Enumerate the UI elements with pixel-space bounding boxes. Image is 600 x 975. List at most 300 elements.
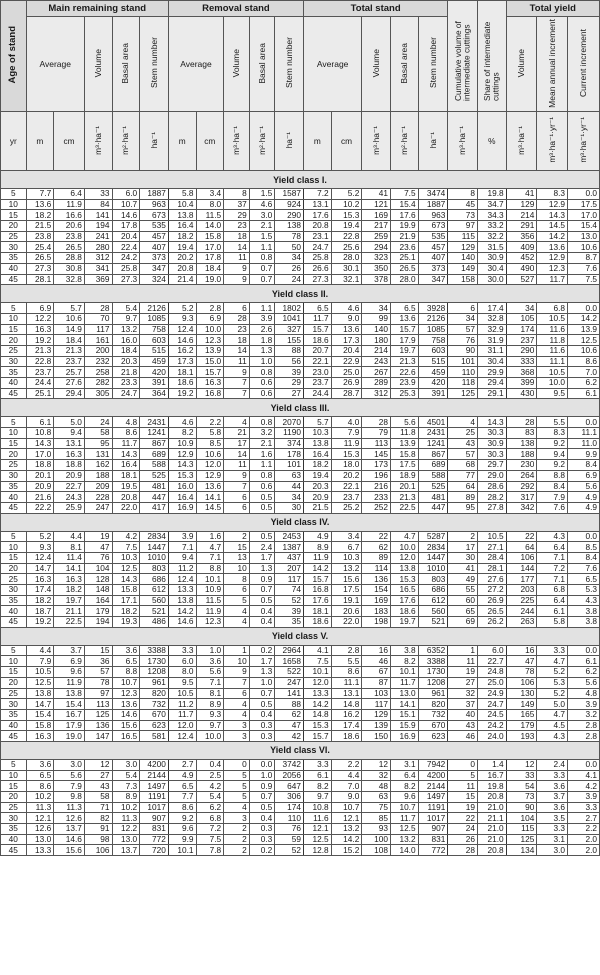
value-cell: 9.6 bbox=[390, 792, 418, 803]
value-cell: 97 bbox=[84, 688, 112, 699]
value-cell: 36 bbox=[84, 656, 112, 667]
value-cell: 5.3 bbox=[537, 677, 568, 688]
value-cell: 7.9 bbox=[26, 656, 54, 667]
value-cell: 18.9 bbox=[390, 470, 418, 481]
value-cell: 6.1 bbox=[568, 656, 600, 667]
value-cell: 69 bbox=[448, 617, 478, 628]
value-cell: 22.0 bbox=[112, 502, 140, 513]
value-cell: 22.9 bbox=[331, 356, 362, 367]
value-cell: 161 bbox=[84, 335, 112, 346]
value-cell: 4 bbox=[224, 417, 250, 428]
value-cell: 6.4 bbox=[390, 770, 418, 781]
value-cell: 19.0 bbox=[196, 274, 224, 285]
value-cell: 30 bbox=[275, 502, 304, 513]
value-cell: 1017 bbox=[140, 802, 169, 813]
value-cell: 1 bbox=[224, 645, 250, 656]
value-cell: 2431 bbox=[140, 417, 169, 428]
value-cell: 0.2 bbox=[249, 645, 275, 656]
value-cell: 264 bbox=[506, 470, 537, 481]
table-row bbox=[1, 531, 600, 542]
table-row bbox=[1, 542, 600, 553]
value-cell: 10.6 bbox=[54, 313, 85, 324]
value-cell: 15.7 bbox=[304, 731, 332, 742]
value-cell: 18.1 bbox=[112, 470, 140, 481]
value-cell: 17 bbox=[448, 542, 478, 553]
current-increment-header: Current increment bbox=[568, 17, 600, 112]
value-cell: 27.8 bbox=[477, 502, 506, 513]
value-cell: 7.5 bbox=[568, 274, 600, 285]
value-cell: 90 bbox=[506, 802, 537, 813]
value-cell: 527 bbox=[506, 274, 537, 285]
value-cell: 6.0 bbox=[477, 645, 506, 656]
table-row bbox=[1, 781, 600, 792]
unit-cell: m³·ha⁻¹ bbox=[224, 112, 250, 171]
value-cell: 8.1 bbox=[196, 688, 224, 699]
value-cell: 3.5 bbox=[537, 813, 568, 824]
value-cell: 0.0 bbox=[249, 759, 275, 770]
value-cell: 5.8 bbox=[168, 189, 196, 200]
value-cell: 420 bbox=[418, 378, 448, 389]
value-cell: 8.9 bbox=[196, 699, 224, 710]
value-cell: 188 bbox=[84, 470, 112, 481]
value-cell: 1387 bbox=[275, 542, 304, 553]
value-cell: 4.7 bbox=[537, 709, 568, 720]
value-cell: 18.1 bbox=[304, 606, 332, 617]
value-cell: 28 bbox=[84, 303, 112, 314]
value-cell: 12.5 bbox=[304, 834, 332, 845]
value-cell: 17.3 bbox=[168, 356, 196, 367]
value-cell: 16.5 bbox=[112, 731, 140, 742]
value-cell: 16 bbox=[362, 645, 391, 656]
table-row bbox=[1, 438, 600, 449]
value-cell: 12.0 bbox=[168, 720, 196, 731]
value-cell: 9.2 bbox=[537, 438, 568, 449]
yield-volume-header: Volume bbox=[506, 17, 537, 112]
value-cell: 317 bbox=[506, 492, 537, 503]
value-cell: 14.3 bbox=[537, 210, 568, 221]
value-cell: 305 bbox=[84, 388, 112, 399]
value-cell: 0.6 bbox=[249, 388, 275, 399]
value-cell: 117 bbox=[84, 324, 112, 335]
value-cell: 12.5 bbox=[390, 824, 418, 835]
value-cell: 4 bbox=[224, 802, 250, 813]
value-cell: 14.6 bbox=[54, 834, 85, 845]
table-header bbox=[1, 1, 600, 171]
value-cell: 37 bbox=[224, 199, 250, 210]
value-cell: 56 bbox=[275, 356, 304, 367]
value-cell: 3.0 bbox=[112, 759, 140, 770]
value-cell: 525 bbox=[140, 470, 169, 481]
value-cell: 7.7 bbox=[26, 189, 54, 200]
value-cell: 49 bbox=[448, 574, 478, 585]
value-cell: 22 bbox=[448, 813, 478, 824]
value-cell: 26.6 bbox=[304, 263, 332, 274]
value-cell: 3.9 bbox=[568, 792, 600, 803]
value-cell: 21.9 bbox=[390, 231, 418, 242]
value-cell: 28.6 bbox=[477, 481, 506, 492]
value-cell: 0.6 bbox=[249, 481, 275, 492]
value-cell: 6 bbox=[224, 688, 250, 699]
value-cell: 623 bbox=[140, 720, 169, 731]
value-cell: 1.0 bbox=[249, 770, 275, 781]
value-cell: 5.2 bbox=[537, 667, 568, 678]
value-cell: 13.3 bbox=[168, 585, 196, 596]
value-cell: 5.6 bbox=[390, 417, 418, 428]
value-cell: 14.3 bbox=[168, 460, 196, 471]
value-cell: 26.2 bbox=[477, 617, 506, 628]
value-cell: 7.5 bbox=[390, 189, 418, 200]
value-cell: 323 bbox=[362, 253, 391, 264]
value-cell: 23 bbox=[224, 221, 250, 232]
value-cell: 128 bbox=[84, 574, 112, 585]
value-cell: 46 bbox=[362, 656, 391, 667]
value-cell: 324 bbox=[140, 274, 169, 285]
value-cell: 106 bbox=[506, 552, 537, 563]
value-cell: 7.5 bbox=[112, 542, 140, 553]
value-cell: 0.5 bbox=[249, 531, 275, 542]
share-intermediate-header: Share of intermediate cuttings bbox=[477, 1, 506, 112]
value-cell: 515 bbox=[418, 356, 448, 367]
table-row bbox=[1, 449, 600, 460]
value-cell: 7.9 bbox=[331, 428, 362, 439]
value-cell: 963 bbox=[140, 199, 169, 210]
value-cell: 1010 bbox=[418, 563, 448, 574]
value-cell: 20.2 bbox=[331, 470, 362, 481]
value-cell: 3 bbox=[224, 813, 250, 824]
value-cell: 24 bbox=[448, 824, 478, 835]
value-cell: 28.7 bbox=[331, 388, 362, 399]
age-cell: 15 bbox=[1, 210, 27, 221]
value-cell: 1208 bbox=[140, 667, 169, 678]
value-cell: 136 bbox=[362, 574, 391, 585]
value-cell: 3.7 bbox=[537, 792, 568, 803]
value-cell: 24.3 bbox=[54, 492, 85, 503]
value-cell: 9.7 bbox=[196, 720, 224, 731]
value-cell: 8.4 bbox=[568, 460, 600, 471]
value-cell: 1191 bbox=[140, 792, 169, 803]
value-cell: 10.5 bbox=[26, 667, 54, 678]
value-cell: 23.3 bbox=[112, 378, 140, 389]
value-cell: 280 bbox=[84, 242, 112, 253]
value-cell: 3.3 bbox=[304, 759, 332, 770]
value-cell: 15.8 bbox=[26, 720, 54, 731]
age-cell: 25 bbox=[1, 231, 27, 242]
value-cell: 32 bbox=[362, 770, 391, 781]
value-cell: 225 bbox=[506, 595, 537, 606]
value-cell: 29.9 bbox=[477, 367, 506, 378]
value-cell: 228 bbox=[84, 492, 112, 503]
value-cell: 13.0 bbox=[26, 834, 54, 845]
value-cell: 5.7 bbox=[54, 303, 85, 314]
value-cell: 2.8 bbox=[568, 731, 600, 742]
value-cell: 24.7 bbox=[112, 388, 140, 399]
value-cell: 9.5 bbox=[168, 677, 196, 688]
value-cell: 21.4 bbox=[168, 274, 196, 285]
value-cell: 10.7 bbox=[331, 802, 362, 813]
value-cell: 373 bbox=[418, 263, 448, 274]
value-cell: 12.3 bbox=[196, 617, 224, 628]
value-cell: 6 bbox=[224, 502, 250, 513]
value-cell: 481 bbox=[418, 492, 448, 503]
value-cell: 3.3 bbox=[568, 802, 600, 813]
value-cell: 521 bbox=[140, 606, 169, 617]
value-cell: 58 bbox=[84, 792, 112, 803]
value-cell: 15.7 bbox=[304, 324, 332, 335]
value-cell: 14.2 bbox=[304, 699, 332, 710]
value-cell: 10 bbox=[224, 656, 250, 667]
age-cell: 30 bbox=[1, 585, 27, 596]
value-cell: 1.3 bbox=[249, 345, 275, 356]
value-cell: 420 bbox=[140, 367, 169, 378]
value-cell: 18.0 bbox=[331, 460, 362, 471]
value-cell: 25.1 bbox=[26, 388, 54, 399]
value-cell: 291 bbox=[506, 221, 537, 232]
value-cell: 14.8 bbox=[304, 709, 332, 720]
age-cell: 5 bbox=[1, 531, 27, 542]
value-cell: 409 bbox=[506, 242, 537, 253]
table-row bbox=[1, 802, 600, 813]
value-cell: 9.4 bbox=[537, 449, 568, 460]
value-cell: 1208 bbox=[418, 677, 448, 688]
value-cell: 24.9 bbox=[477, 688, 506, 699]
value-cell: 8.2 bbox=[390, 781, 418, 792]
value-cell: 3.8 bbox=[390, 645, 418, 656]
value-cell: 24 bbox=[275, 274, 304, 285]
value-cell: 16.9 bbox=[168, 502, 196, 513]
value-cell: 52 bbox=[275, 595, 304, 606]
age-cell: 40 bbox=[1, 720, 27, 731]
value-cell: 21.0 bbox=[477, 802, 506, 813]
value-cell: 27.6 bbox=[54, 378, 85, 389]
value-cell: 30.9 bbox=[477, 253, 506, 264]
value-cell: 25.4 bbox=[26, 242, 54, 253]
value-cell: 7 bbox=[224, 481, 250, 492]
value-cell: 4 bbox=[448, 417, 478, 428]
value-cell: 17.6 bbox=[390, 210, 418, 221]
value-cell: 83 bbox=[506, 428, 537, 439]
value-cell: 16.4 bbox=[168, 221, 196, 232]
yield-class-header-row bbox=[1, 741, 600, 759]
value-cell: 10.1 bbox=[196, 574, 224, 585]
value-cell: 35 bbox=[275, 617, 304, 628]
value-cell: 3742 bbox=[275, 759, 304, 770]
value-cell: 4.4 bbox=[26, 645, 54, 656]
value-cell: 1.6 bbox=[196, 531, 224, 542]
value-cell: 5.8 bbox=[537, 617, 568, 628]
age-cell: 35 bbox=[1, 367, 27, 378]
yield-class-header-row bbox=[1, 285, 600, 303]
value-cell: 16.8 bbox=[304, 585, 332, 596]
value-cell: 7 bbox=[224, 677, 250, 688]
removal-stand-header: Removal stand bbox=[168, 1, 303, 17]
value-cell: 263 bbox=[506, 617, 537, 628]
value-cell: 21.5 bbox=[26, 221, 54, 232]
value-cell: 7.5 bbox=[196, 834, 224, 845]
value-cell: 8.9 bbox=[112, 792, 140, 803]
value-cell: 20.2 bbox=[168, 253, 196, 264]
age-cell: 25 bbox=[1, 460, 27, 471]
table-row bbox=[1, 824, 600, 835]
value-cell: 1241 bbox=[418, 438, 448, 449]
value-cell: 831 bbox=[140, 824, 169, 835]
value-cell: 13.3 bbox=[304, 688, 332, 699]
value-cell: 2.2 bbox=[331, 759, 362, 770]
value-cell: 18.2 bbox=[112, 606, 140, 617]
value-cell: 23.7 bbox=[26, 367, 54, 378]
value-cell: 0.0 bbox=[568, 189, 600, 200]
value-cell: 11.9 bbox=[331, 438, 362, 449]
total-average-header: Average bbox=[304, 17, 362, 112]
value-cell: 7.3 bbox=[112, 781, 140, 792]
age-cell: 45 bbox=[1, 274, 27, 285]
value-cell: 13.6 bbox=[196, 481, 224, 492]
value-cell: 3.6 bbox=[537, 802, 568, 813]
value-cell: 10.2 bbox=[331, 199, 362, 210]
value-cell: 0.6 bbox=[249, 378, 275, 389]
age-cell: 10 bbox=[1, 656, 27, 667]
value-cell: 23.8 bbox=[26, 231, 54, 242]
unit-cell: m³·ha⁻¹·yr⁻¹ bbox=[568, 112, 600, 171]
table-row bbox=[1, 656, 600, 667]
value-cell: 207 bbox=[275, 563, 304, 574]
value-cell: 1085 bbox=[140, 313, 169, 324]
value-cell: 16.8 bbox=[196, 388, 224, 399]
value-cell: 16.3 bbox=[196, 378, 224, 389]
value-cell: 14.3 bbox=[112, 449, 140, 460]
value-cell: 17.9 bbox=[390, 335, 418, 346]
value-cell: 4.4 bbox=[54, 531, 85, 542]
value-cell: 11.7 bbox=[168, 709, 196, 720]
value-cell: 217 bbox=[362, 221, 391, 232]
value-cell: 689 bbox=[418, 460, 448, 471]
value-cell: 17.4 bbox=[477, 303, 506, 314]
value-cell: 21.1 bbox=[477, 813, 506, 824]
value-cell: 65 bbox=[448, 606, 478, 617]
yield-class-header-row bbox=[1, 399, 600, 417]
value-cell: 19.8 bbox=[477, 781, 506, 792]
value-cell: 4.7 bbox=[390, 531, 418, 542]
value-cell: 59 bbox=[275, 834, 304, 845]
value-cell: 39 bbox=[275, 367, 304, 378]
main-average-header: Average bbox=[26, 17, 84, 112]
value-cell: 41 bbox=[506, 189, 537, 200]
value-cell: 14 bbox=[224, 345, 250, 356]
value-cell: 16.2 bbox=[331, 709, 362, 720]
value-cell: 13.7 bbox=[54, 824, 85, 835]
value-cell: 0.0 bbox=[568, 759, 600, 770]
value-cell: 140 bbox=[448, 253, 478, 264]
value-cell: 174 bbox=[275, 802, 304, 813]
value-cell: 2.5 bbox=[196, 770, 224, 781]
value-cell: 129 bbox=[506, 199, 537, 210]
value-cell: 8.8 bbox=[196, 563, 224, 574]
value-cell: 16.7 bbox=[54, 709, 85, 720]
value-cell: 14.3 bbox=[112, 574, 140, 585]
value-cell: 13.1 bbox=[331, 688, 362, 699]
value-cell: 34 bbox=[275, 492, 304, 503]
value-cell: 11 bbox=[448, 656, 478, 667]
value-cell: 258 bbox=[84, 367, 112, 378]
value-cell: 0.7 bbox=[249, 585, 275, 596]
value-cell: 12.2 bbox=[26, 313, 54, 324]
table-row bbox=[1, 274, 600, 285]
value-cell: 19.5 bbox=[112, 481, 140, 492]
value-cell: 457 bbox=[418, 242, 448, 253]
table-row bbox=[1, 388, 600, 399]
age-cell: 35 bbox=[1, 595, 27, 606]
value-cell: 399 bbox=[506, 378, 537, 389]
value-cell: 1.7 bbox=[249, 552, 275, 563]
value-cell: 25.7 bbox=[54, 367, 85, 378]
value-cell: 4.7 bbox=[537, 656, 568, 667]
value-cell: 3.2 bbox=[568, 709, 600, 720]
value-cell: 28.0 bbox=[331, 253, 362, 264]
value-cell: 17.6 bbox=[304, 595, 332, 606]
value-cell: 39 bbox=[275, 606, 304, 617]
value-cell: 356 bbox=[506, 231, 537, 242]
value-cell: 0 bbox=[448, 759, 478, 770]
value-cell: 327 bbox=[275, 324, 304, 335]
value-cell: 4.3 bbox=[537, 531, 568, 542]
value-cell: 20.7 bbox=[304, 345, 332, 356]
value-cell: 216 bbox=[362, 481, 391, 492]
value-cell: 71 bbox=[84, 802, 112, 813]
value-cell: 15.4 bbox=[26, 709, 54, 720]
value-cell: 12.5 bbox=[26, 677, 54, 688]
value-cell: 3388 bbox=[140, 645, 169, 656]
value-cell: 29.1 bbox=[477, 388, 506, 399]
value-cell: 15.1 bbox=[390, 709, 418, 720]
table-row bbox=[1, 677, 600, 688]
value-cell: 373 bbox=[140, 253, 169, 264]
value-cell: 162 bbox=[84, 460, 112, 471]
value-cell: 5.2 bbox=[26, 531, 54, 542]
value-cell: 9.0 bbox=[331, 792, 362, 803]
table-row bbox=[1, 792, 600, 803]
value-cell: 22.4 bbox=[112, 242, 140, 253]
value-cell: 7.6 bbox=[537, 502, 568, 513]
value-cell: 6.5 bbox=[568, 574, 600, 585]
value-cell: 108 bbox=[362, 845, 391, 856]
value-cell: 282 bbox=[84, 378, 112, 389]
table-row bbox=[1, 345, 600, 356]
age-cell: 40 bbox=[1, 263, 27, 274]
value-cell: 12.3 bbox=[537, 263, 568, 274]
value-cell: 22.5 bbox=[390, 502, 418, 513]
value-cell: 11.1 bbox=[568, 428, 600, 439]
value-cell: 233 bbox=[362, 492, 391, 503]
value-cell: 7.7 bbox=[168, 792, 196, 803]
table-row bbox=[1, 720, 600, 731]
value-cell: 16.6 bbox=[54, 210, 85, 221]
value-cell: 4200 bbox=[140, 759, 169, 770]
value-cell: 12 bbox=[506, 759, 537, 770]
value-cell: 17.6 bbox=[390, 595, 418, 606]
value-cell: 25.8 bbox=[304, 253, 332, 264]
value-cell: 5.5 bbox=[537, 417, 568, 428]
value-cell: 125 bbox=[448, 388, 478, 399]
value-cell: 0.4 bbox=[196, 759, 224, 770]
value-cell: 13.8 bbox=[390, 563, 418, 574]
value-cell: 0.0 bbox=[568, 531, 600, 542]
value-cell: 97 bbox=[448, 221, 478, 232]
value-cell: 10.1 bbox=[304, 667, 332, 678]
value-cell: 3.6 bbox=[537, 781, 568, 792]
value-cell: 0.5 bbox=[249, 802, 275, 813]
value-cell: 4.0 bbox=[331, 417, 362, 428]
value-cell: 31.5 bbox=[477, 242, 506, 253]
value-cell: 16.3 bbox=[54, 449, 85, 460]
